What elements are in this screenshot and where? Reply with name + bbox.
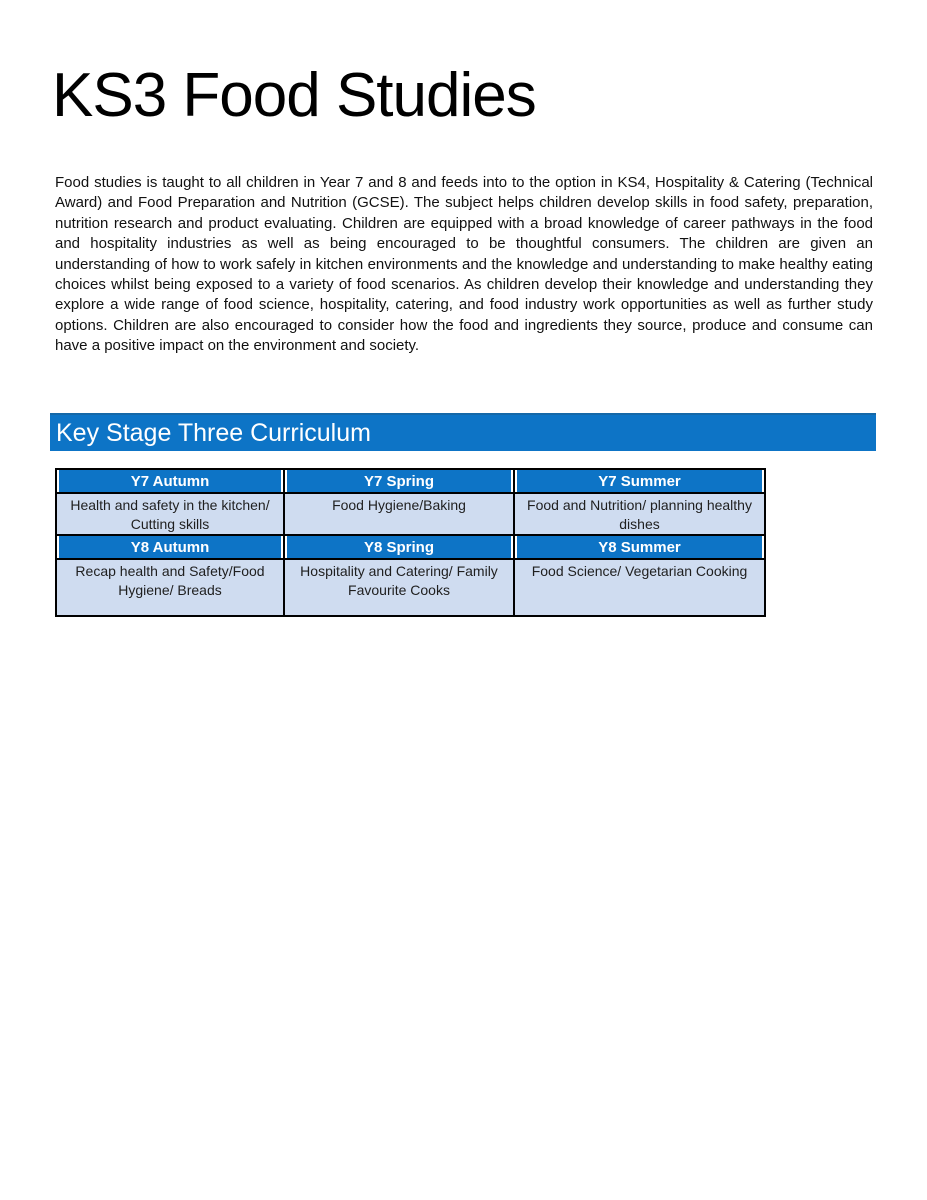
intro-paragraph: Food studies is taught to all children in Year 7 and 8 and feeds into to the option in KS4, Hospitality & Catering (Technical Award) and Food Preparation and Nutrition (GCSE). The subject helps children develop skills in food safety, preparation, nutrition research and product evaluating. Children are equipped with a broad knowledge of career pathways in the food and hospitality industries as well as being encouraged to be thoughtful consumers. The children are given an understanding of how to work safely in kitchen environments and the knowledge and understanding to make healthy eating choices whilst being exposed to a variety of food scenarios. As children develop their knowledge and understanding they explore a wide range of food science, hospitality, catering, and food industry work opportunities as well as further study options. Children are also encouraged to consider how the food and ingredients they source, produce and consume can have a positive impact on the environment and society. <box>55 174 873 355</box>
y7-autumn-content-cell: Health and safety in the kitchen/ Cutting skills <box>56 493 284 535</box>
table-row-y8-content <box>56 559 765 616</box>
y7-summer-content-cell: Food and Nutrition/ planning healthy dishes <box>514 493 765 535</box>
table-row-y7-header <box>56 469 765 493</box>
section-heading-banner <box>50 413 876 451</box>
section-heading-label: Key Stage Three Curriculum <box>56 418 371 447</box>
y8-autumn-header-cell: Y8 Autumn <box>56 535 284 559</box>
table-row-y8-header <box>56 535 765 559</box>
table-row-y7-content <box>56 493 765 535</box>
y7-summer-header-cell: Y7 Summer <box>514 469 765 493</box>
y8-spring-content-cell: Hospitality and Catering/ Family Favourite Cooks <box>284 559 514 616</box>
y8-summer-header-cell: Y8 Summer <box>514 535 765 559</box>
y8-autumn-content-cell: Recap health and Safety/Food Hygiene/ Breads <box>56 559 284 616</box>
y7-autumn-header-cell: Y7 Autumn <box>56 469 284 493</box>
page-title: KS3 Food Studies <box>52 61 536 130</box>
y7-spring-header-cell: Y7 Spring <box>284 469 514 493</box>
y8-summer-content-cell: Food Science/ Vegetarian Cooking <box>514 559 765 616</box>
curriculum-table <box>55 468 766 617</box>
y7-spring-content-cell: Food Hygiene/Baking <box>284 493 514 535</box>
y8-spring-header-cell: Y8 Spring <box>284 535 514 559</box>
